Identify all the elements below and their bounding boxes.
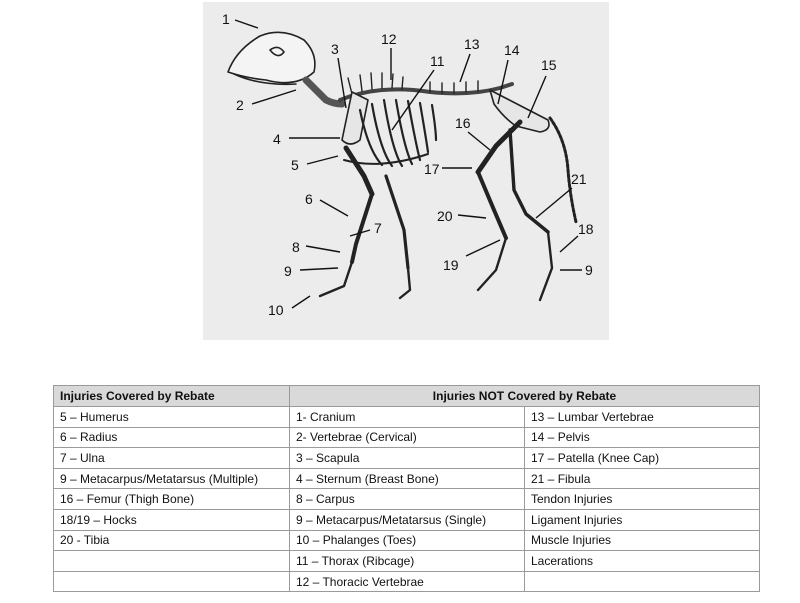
bone-label: 20 <box>437 208 453 224</box>
covered-cell <box>54 551 290 572</box>
header-not-covered: Injuries NOT Covered by Rebate <box>290 386 760 407</box>
table-row <box>54 530 760 551</box>
covered-cell: 20 - Tibia <box>54 530 290 551</box>
not-covered-cell: 2- Vertebrae (Cervical) <box>290 427 525 448</box>
not-covered-cell: 13 – Lumbar Vertebrae <box>525 407 760 428</box>
bone-label: 4 <box>273 131 281 147</box>
bone-label: 6 <box>305 191 313 207</box>
bone-label: 9 <box>585 262 593 278</box>
bone-label: 3 <box>331 41 339 57</box>
not-covered-cell: Lacerations <box>525 551 760 572</box>
covered-cell: 9 – Metacarpus/Metatarsus (Multiple) <box>54 468 290 489</box>
bone-label: 7 <box>374 220 382 236</box>
header-covered: Injuries Covered by Rebate <box>54 386 290 407</box>
bone-label: 5 <box>291 157 299 173</box>
table-row <box>54 551 760 572</box>
bone-label: 12 <box>381 31 397 47</box>
table-row <box>54 571 760 592</box>
not-covered-cell: 10 – Phalanges (Toes) <box>290 530 525 551</box>
bone-label: 1 <box>222 11 230 27</box>
not-covered-cell: 8 – Carpus <box>290 489 525 510</box>
table-row <box>54 448 760 469</box>
bone-label: 19 <box>443 257 459 273</box>
table-header-row <box>54 386 760 407</box>
not-covered-cell: Ligament Injuries <box>525 509 760 530</box>
table-row <box>54 468 760 489</box>
not-covered-cell: Muscle Injuries <box>525 530 760 551</box>
not-covered-cell: 1- Cranium <box>290 407 525 428</box>
covered-cell: 5 – Humerus <box>54 407 290 428</box>
not-covered-cell: 21 – Fibula <box>525 468 760 489</box>
bone-label: 14 <box>504 42 520 58</box>
not-covered-cell: 17 – Patella (Knee Cap) <box>525 448 760 469</box>
bone-label: 18 <box>578 221 594 237</box>
not-covered-cell: 9 – Metacarpus/Metatarsus (Single) <box>290 509 525 530</box>
not-covered-cell <box>525 571 760 592</box>
table-row <box>54 509 760 530</box>
bone-label: 16 <box>455 115 471 131</box>
bone-label: 8 <box>292 239 300 255</box>
table-row <box>54 427 760 448</box>
not-covered-cell: 4 – Sternum (Breast Bone) <box>290 468 525 489</box>
bone-label: 17 <box>424 161 440 177</box>
covered-cell: 18/19 – Hocks <box>54 509 290 530</box>
bone-label: 13 <box>464 36 480 52</box>
not-covered-cell: 3 – Scapula <box>290 448 525 469</box>
injury-coverage-table <box>53 385 760 592</box>
not-covered-cell: 11 – Thorax (Ribcage) <box>290 551 525 572</box>
bone-label: 11 <box>430 53 445 69</box>
table-row <box>54 407 760 428</box>
bone-label: 10 <box>268 302 284 318</box>
covered-cell <box>54 571 290 592</box>
covered-cell: 7 – Ulna <box>54 448 290 469</box>
table-row <box>54 489 760 510</box>
covered-cell: 16 – Femur (Thigh Bone) <box>54 489 290 510</box>
bone-label: 2 <box>236 97 244 113</box>
bone-label: 21 <box>571 171 587 187</box>
not-covered-cell: 14 – Pelvis <box>525 427 760 448</box>
covered-cell: 6 – Radius <box>54 427 290 448</box>
not-covered-cell: Tendon Injuries <box>525 489 760 510</box>
not-covered-cell: 12 – Thoracic Vertebrae <box>290 571 525 592</box>
bone-label: 9 <box>284 263 292 279</box>
bone-label: 15 <box>541 57 557 73</box>
